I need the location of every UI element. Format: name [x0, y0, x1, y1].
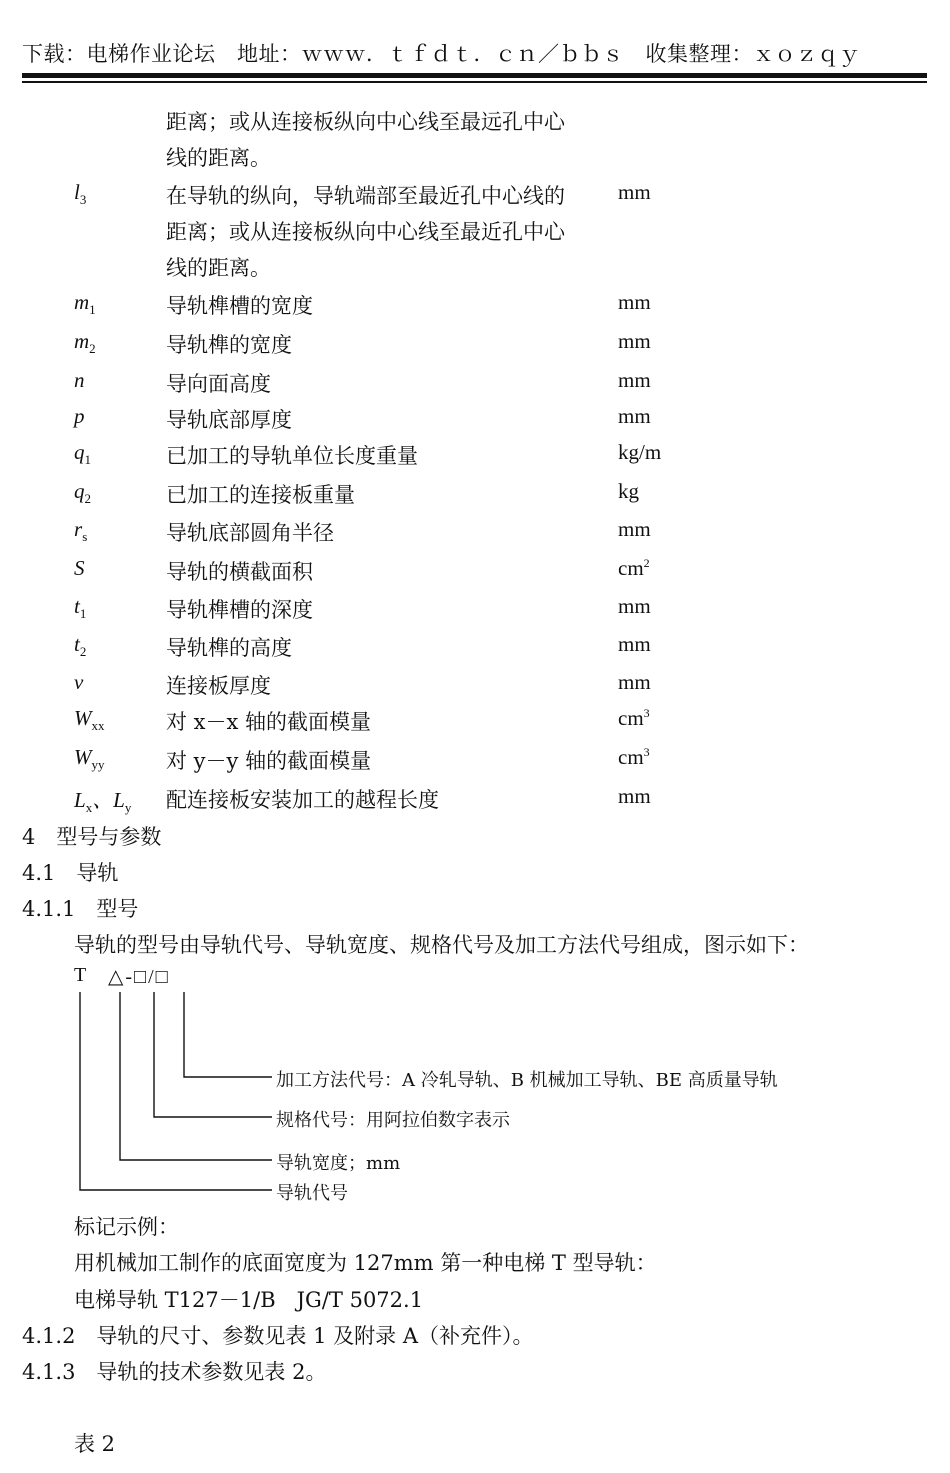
diagram-label-method: 加工方法代号：A 冷轧导轨、B 机械加工导轨、BE 高质量导轨: [276, 1070, 778, 1091]
symbol-unit: mm: [618, 329, 651, 353]
symbol-subscript: 2: [79, 644, 87, 660]
symbol-subscript: yy: [91, 757, 105, 773]
symbol: [74, 670, 83, 695]
symbol-letter: l: [74, 180, 80, 204]
symbol: [74, 594, 86, 622]
symbol-letter: L: [74, 788, 86, 812]
symbol-row: [0, 440, 950, 474]
symbol-description: 导轨榫槽的宽度: [166, 294, 313, 318]
symbol-row: [0, 632, 950, 666]
symbol: [74, 180, 86, 208]
symbol-unit: $cm^2$: [618, 556, 650, 580]
symbol: [74, 290, 96, 318]
symbol-letter: p: [74, 404, 85, 428]
symbol-row: [0, 706, 950, 740]
symbol-letter: m: [74, 290, 90, 314]
symbol-subscript: xx: [91, 718, 105, 734]
unit-superscript: 3: [643, 745, 650, 759]
symbol-description: 对 x－x 轴的截面模量: [166, 710, 372, 734]
symbol-unit: mm: [618, 517, 651, 541]
symbol-subscript: s: [82, 529, 88, 545]
symbol: [74, 404, 85, 429]
symbol-row: [0, 290, 950, 324]
unit-superscript: 2: [643, 556, 650, 570]
continuation-line-1: 距离；或从连接板纵向中心线至最远孔中心: [166, 110, 565, 134]
symbol-unit: $cm^3$: [618, 745, 650, 769]
symbol-letter: q: [74, 479, 85, 503]
symbol-letter: W: [74, 706, 92, 730]
symbol-subscript: 1: [84, 452, 91, 468]
symbol-unit: $cm^3$: [618, 706, 650, 730]
header-rule-thick: [22, 73, 927, 78]
continuation-line-2: 线的距离。: [166, 146, 271, 170]
symbol-unit: mm: [618, 594, 651, 618]
symbol-letter: W: [74, 745, 92, 769]
symbol-subscript: x: [85, 800, 93, 816]
symbol: [74, 368, 85, 393]
symbol-description: 在导轨的纵向，导轨端部至最近孔中心线的: [166, 184, 565, 208]
symbol-row: [0, 556, 950, 590]
symbol-description: 导向面高度: [166, 372, 271, 396]
symbol-row: [0, 180, 950, 280]
symbol-row: [0, 368, 950, 402]
table-2-caption: 表 2: [74, 1432, 116, 1456]
symbol: [74, 556, 85, 581]
symbol-description: 导轨榫的高度: [166, 636, 292, 660]
section-4-1-2: 4.1.2 导轨的尺寸、参数见表 1 及附录 A（补充件）。: [22, 1324, 534, 1348]
symbol: [74, 517, 87, 545]
section-4-1-1-heading: 4.1.1 型号: [22, 897, 139, 921]
symbol-description: 导轨的横截面积: [166, 560, 313, 584]
symbol-subscript: 1: [89, 302, 96, 318]
symbol-unit: mm: [618, 290, 651, 314]
symbol-subscript: 3: [79, 192, 87, 208]
symbol-unit: mm: [618, 670, 651, 694]
symbol-row: [0, 670, 950, 704]
symbol-row: [0, 745, 950, 779]
example-title: 标记示例：: [74, 1215, 179, 1239]
symbol-description: 已加工的导轨单位长度重量: [166, 444, 418, 468]
symbol-unit: kg: [618, 479, 639, 503]
symbol-unit: kg/m: [618, 440, 662, 464]
symbol-letter: t: [74, 632, 80, 656]
symbol-unit: mm: [618, 180, 651, 204]
diagram-code-t: T: [74, 964, 87, 986]
symbol-unit: mm: [618, 404, 651, 428]
symbol-row: [0, 404, 950, 438]
symbol: [74, 745, 105, 773]
symbol-row: [0, 517, 950, 551]
symbol-description: 配连接板安装加工的越程长度: [166, 788, 439, 812]
diagram-code-rest: △-□/□: [108, 966, 170, 988]
symbol-row: [0, 784, 950, 818]
symbol-letter: m: [74, 329, 90, 353]
header-rule-thin: [22, 81, 927, 83]
symbol-letter: r: [74, 517, 83, 541]
symbol-row: [0, 594, 950, 628]
section-4-1-heading: 4.1 导轨: [22, 861, 119, 885]
symbol-row: [0, 479, 950, 513]
symbol: [74, 706, 105, 734]
section-4-1-1-paragraph: 导轨的型号由导轨代号、导轨宽度、规格代号及加工方法代号组成，图示如下：: [74, 933, 809, 957]
symbol-letter: S: [74, 556, 85, 580]
symbol-description: 导轨底部圆角半径: [166, 521, 334, 545]
symbol-subscript: 2: [89, 341, 96, 357]
diagram-label-rail: 导轨代号: [276, 1183, 348, 1204]
symbol-letter: n: [74, 368, 85, 392]
symbol-unit: mm: [618, 632, 651, 656]
connector-spec: [154, 992, 272, 1117]
example-line-2: 电梯导轨 T127－1/B JG/T 5072.1: [74, 1288, 424, 1312]
unit-superscript: 3: [643, 706, 650, 720]
symbol-description: 线的距离。: [166, 256, 271, 280]
page-header: 下载：电梯作业论坛 地址：ｗｗｗ．ｔｆｄｔ．ｃｎ／ｂｂｓ 收集整理：ｘｏｚｑｙ: [22, 42, 861, 66]
example-line-1: 用机械加工制作的底面宽度为 127mm 第一种电梯 T 型导轨：: [74, 1251, 657, 1275]
symbol-unit: mm: [618, 784, 651, 808]
symbol-letter: t: [74, 594, 80, 618]
section-4-1-3: 4.1.3 导轨的技术参数见表 2。: [22, 1360, 327, 1384]
model-code-diagram: [0, 960, 950, 1210]
symbol: [74, 440, 91, 468]
symbol-description: 对 y－y 轴的截面模量: [166, 749, 372, 773]
symbol: [74, 632, 86, 660]
symbol-letter-2: 、L: [92, 788, 125, 812]
symbol-subscript: 2: [84, 491, 91, 507]
symbol-description: 已加工的连接板重量: [166, 483, 355, 507]
symbol: [74, 784, 131, 816]
diagram-label-spec: 规格代号：用阿拉伯数字表示: [276, 1110, 510, 1131]
section-4-heading: 4 型号与参数: [22, 825, 162, 849]
connector-width: [120, 992, 272, 1160]
symbol-row: [0, 329, 950, 363]
symbol-letter: q: [74, 440, 85, 464]
symbol-description: 导轨榫的宽度: [166, 333, 292, 357]
connector-method: [184, 992, 272, 1077]
symbol-description: 连接板厚度: [166, 674, 271, 698]
diagram-label-width: 导轨宽度；mm: [276, 1153, 401, 1174]
symbol-description: 距离；或从连接板纵向中心线至最近孔中心: [166, 220, 565, 244]
symbol: [74, 329, 96, 357]
symbol-letter: v: [74, 670, 84, 694]
symbol-subscript-2: y: [124, 800, 132, 816]
symbol-description: 导轨底部厚度: [166, 408, 292, 432]
symbol-subscript: 1: [79, 606, 87, 622]
symbol: [74, 479, 91, 507]
symbol-description: 导轨榫槽的深度: [166, 598, 313, 622]
symbol-unit: mm: [618, 368, 651, 392]
